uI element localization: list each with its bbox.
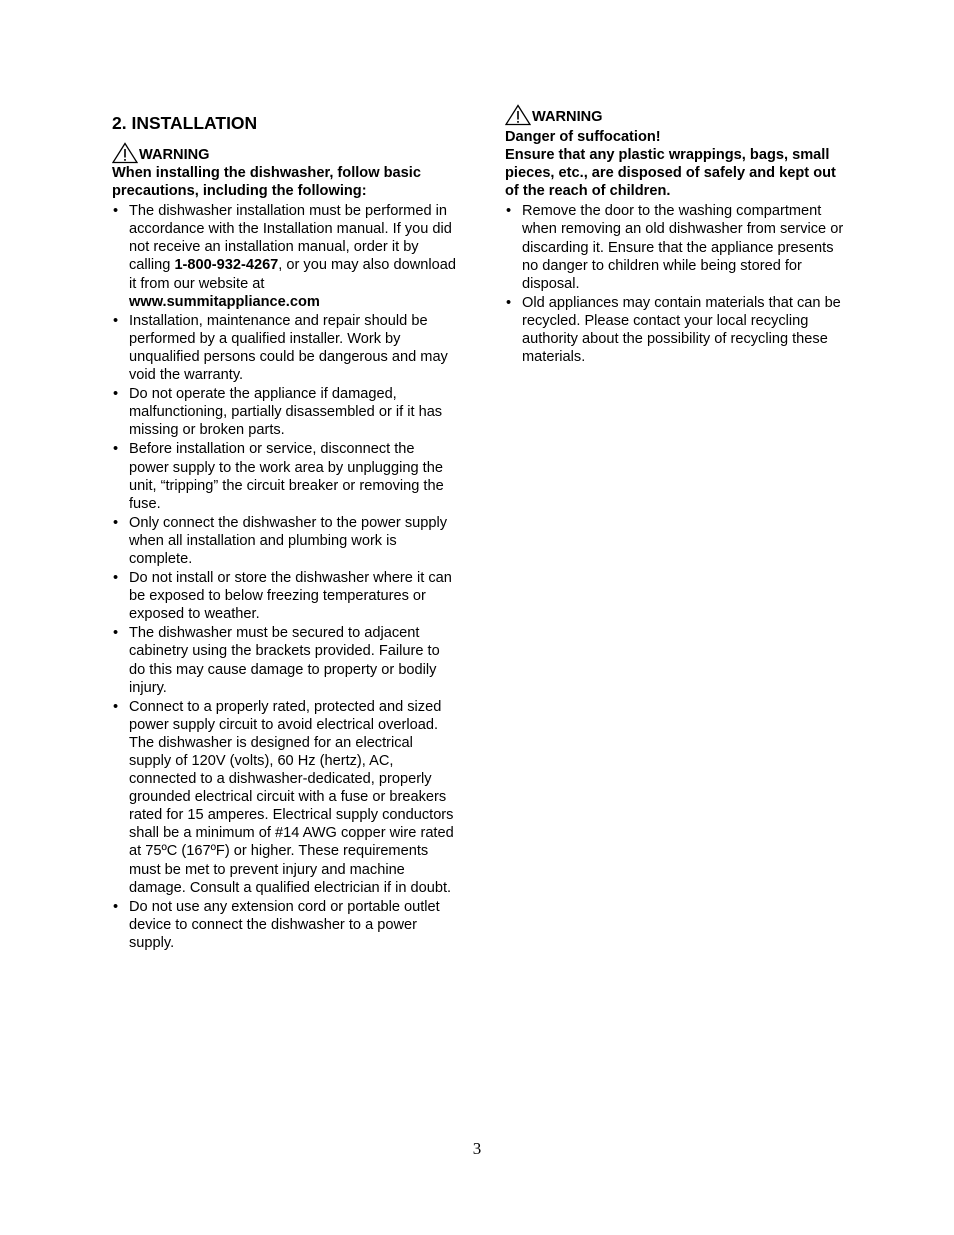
list-item-text: Connect to a properly rated, protected and sized power supply circuit to avoid electrical overload. The dishwasher is designed for an electrical supply of 120V (volts), 60 Hz (hertz), AC, connected to a dishwasher-dedicated, properly grounded electrical circuit with a fuse or breakers rated for 15 amperes. Electrical supply conductors shall be a minimum of #14 AWG copper wire rated at 75ºC (167ºF) or higher. These requirements must be met to prevent injury and machine damage. Consult a qualified electrician if in doubt.	[129, 698, 454, 896]
list-item-text: Only connect the dishwasher to the power supply when all installation and plumbing work is complete.	[129, 514, 447, 567]
bullet-dot: •	[113, 570, 119, 587]
list-item-text: Remove the door to the washing compartment when removing an old dishwasher from service or discarding it. Ensure that the appliance presents no danger to children while being stored for disposal.	[522, 203, 844, 292]
left-warning-block	[112, 142, 456, 953]
list-item-text: Do not use any extension cord or portable outlet device to connect the dishwasher to a power supply.	[129, 898, 440, 951]
list-item	[112, 312, 456, 384]
bullet-dot: •	[113, 441, 119, 458]
bullet-dot: •	[506, 294, 512, 311]
bullet-dot: •	[113, 898, 119, 915]
bullet-dot: •	[113, 203, 119, 220]
list-item-text: , or you may also download it from our website at	[129, 257, 456, 292]
right-warning-label: WARNING	[532, 109, 603, 125]
bullet-dot: •	[113, 514, 119, 531]
right-warning-block	[505, 104, 850, 367]
list-item	[112, 514, 456, 568]
list-item	[112, 202, 456, 311]
list-item	[112, 385, 456, 439]
section-title: 2. INSTALLATION	[112, 113, 258, 133]
list-item	[112, 898, 456, 952]
list-item-text: Do not operate the appliance if damaged, malfunctioning, partially disassembled or if it has missing or broken parts.	[129, 386, 443, 439]
list-item-text: Old appliances may contain materials that can be recycled. Please contact your local recycling authority about the possibility of recycling these materials.	[522, 294, 841, 366]
right-bullet-list	[505, 202, 850, 366]
list-item-text: Installation, maintenance and repair should be performed by a qualified installer. Work by unqualified persons could be dangerous and may void the warranty.	[129, 312, 448, 384]
warning-triangle-icon	[505, 104, 531, 126]
list-item-text: Do not install or store the dishwasher where it can be exposed to below freezing temperatures or exposed to weather.	[129, 570, 452, 623]
right-warning-danger: Danger of suffocation!	[505, 129, 661, 145]
list-item-text: Before installation or service, disconnect the power supply to the work area by unplugging the unit, “tripping” the circuit breaker or removing the fuse.	[129, 441, 444, 512]
bullet-dot: •	[113, 312, 119, 329]
left-warning-label: WARNING	[139, 147, 210, 163]
warning-triangle-icon	[112, 142, 138, 164]
list-item	[112, 440, 456, 512]
bullet-dot: •	[506, 203, 512, 220]
list-item-text: The dishwasher installation must be performed in accordance with the Installation manual. If you did not receive an installation manual, order it by calling	[129, 203, 452, 274]
bullet-dot: •	[113, 698, 119, 715]
bullet-dot: •	[113, 625, 119, 642]
bullet-dot: •	[113, 386, 119, 403]
list-item	[112, 624, 456, 696]
left-warning-intro: When installing the dishwasher, follow basic precautions, including the following:	[112, 165, 421, 200]
list-item	[112, 698, 456, 897]
right-warning-heading	[505, 104, 850, 126]
phone-number: 1-800-932-4267	[174, 257, 279, 274]
left-bullet-list	[112, 202, 456, 952]
page-number: 3	[472, 1139, 482, 1158]
left-warning-heading	[112, 142, 456, 164]
list-item	[505, 202, 850, 292]
website-link[interactable]: www.summitappliance.com	[129, 293, 320, 310]
list-item	[112, 569, 456, 623]
list-item	[505, 294, 850, 366]
list-item-text: The dishwasher must be secured to adjacent cabinetry using the brackets provided. Failure to do this may cause damage to property or bodily injury.	[129, 625, 440, 696]
right-warning-intro: Ensure that any plastic wrappings, bags, small pieces, etc., are disposed of safely and kept out of the reach of children.	[505, 147, 836, 200]
